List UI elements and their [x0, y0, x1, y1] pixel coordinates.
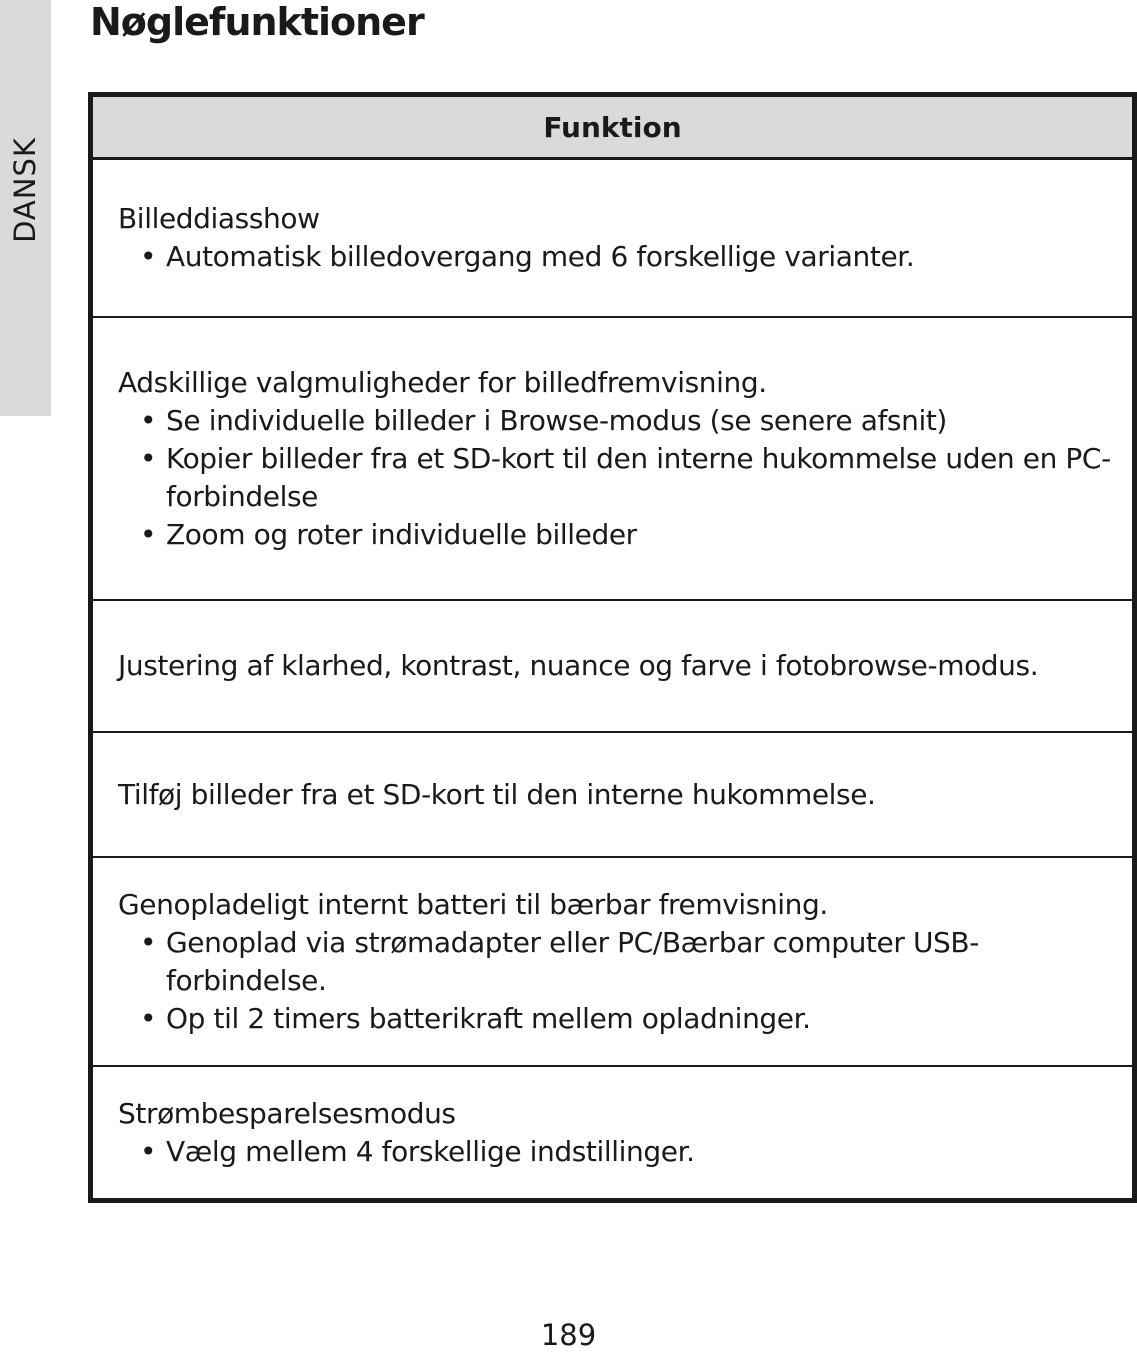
bullet-list — [118, 924, 1112, 1038]
page-number: 189 — [540, 1318, 597, 1352]
bullet-item: • Automatisk billedovergang med 6 forskellige varianter. — [118, 238, 1112, 276]
bullet-icon: • — [140, 1134, 157, 1168]
bullet-list — [118, 238, 1112, 276]
bullet-item: • Op til 2 timers batterikraft mellem opladninger. — [118, 1000, 1112, 1038]
language-label: DANSK — [8, 137, 42, 243]
row-title: Adskillige valgmuligheder for billedfremvisning. — [118, 365, 767, 399]
table-row — [93, 858, 1132, 1067]
bullet-item: • Kopier billeder fra et SD-kort til den interne hukommelse uden en PC-forbindelse — [140, 441, 1111, 513]
language-side-tab — [0, 0, 51, 416]
bullet-icon: • — [140, 240, 157, 273]
feature-table — [88, 92, 1137, 1203]
row-title: Billeddiasshow — [118, 202, 320, 235]
bullet-icon: • — [140, 1001, 157, 1035]
bullet-item: • Genoplad via strømadapter eller PC/Bærbar computer USB-forbindelse. — [140, 925, 979, 997]
table-row — [93, 733, 1132, 858]
table-row — [93, 601, 1132, 733]
bullet-icon: • — [140, 517, 157, 551]
bullet-list — [118, 402, 1112, 554]
bullet-icon: • — [140, 441, 157, 475]
row-title: Justering af klarhed, kontrast, nuance og farve i fotobrowse-modus. — [118, 649, 1039, 682]
bullet-item: • Se individuelle billeder i Browse-modus (se senere afsnit) — [118, 402, 1112, 440]
table-row — [93, 318, 1132, 601]
bullet-icon: • — [140, 925, 157, 959]
table-row — [93, 160, 1132, 318]
table-header: Funktion — [93, 97, 1132, 160]
row-title: Tilføj billeder fra et SD-kort til den interne hukommelse. — [118, 777, 876, 811]
bullet-list — [118, 1133, 1112, 1171]
row-title: Genopladeligt internt batteri til bærbar fremvisning. — [118, 887, 828, 921]
row-title: Strømbesparelsesmodus — [118, 1096, 456, 1130]
table-row — [93, 1067, 1132, 1198]
page-title: Nøglefunktioner — [90, 0, 424, 44]
bullet-item: • Vælg mellem 4 forskellige indstillinger. — [118, 1133, 1112, 1171]
bullet-icon: • — [140, 403, 157, 437]
bullet-item: • Zoom og roter individuelle billeder — [118, 516, 1112, 554]
